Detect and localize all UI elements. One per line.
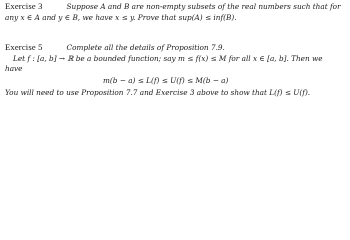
exercise-5-formula: m(b − a) ≤ L(f) ≤ U(f) ≤ M(b − a) (103, 76, 229, 85)
exercise-3-text-line-2: any x ∈ A and y ∈ B, we have x ≤ y. Prove that sup(A) ≤ inf(B). (5, 13, 237, 22)
exercise-5-heading-line (5, 43, 225, 52)
exercise-3-text-line-1: Suppose A and B are non-empty subsets of the real numbers such that for (66, 2, 341, 11)
exercise-5-statement: Let f : [a, b] → ℝ be a bounded function; say m ≤ f(x) ≤ M for all x ∈ [a, b]. Then we (13, 54, 323, 63)
exercise-5-title: Complete all the details of Proposition 7.9. (66, 43, 225, 52)
exercise-5-text-line-1 (5, 54, 323, 63)
exercise-3-name: Exercise 3 (5, 1, 43, 11)
exercise-5-name: Exercise 5 (5, 42, 43, 52)
exercise-5-text-line-3: You will need to use Proposition 7.7 and Exercise 3 above to show that L(f) ≤ U(f). (5, 88, 311, 97)
exercise-5-text-line-2: have (5, 64, 23, 73)
exercise-3-heading-line (5, 2, 341, 11)
document-page (0, 0, 350, 104)
